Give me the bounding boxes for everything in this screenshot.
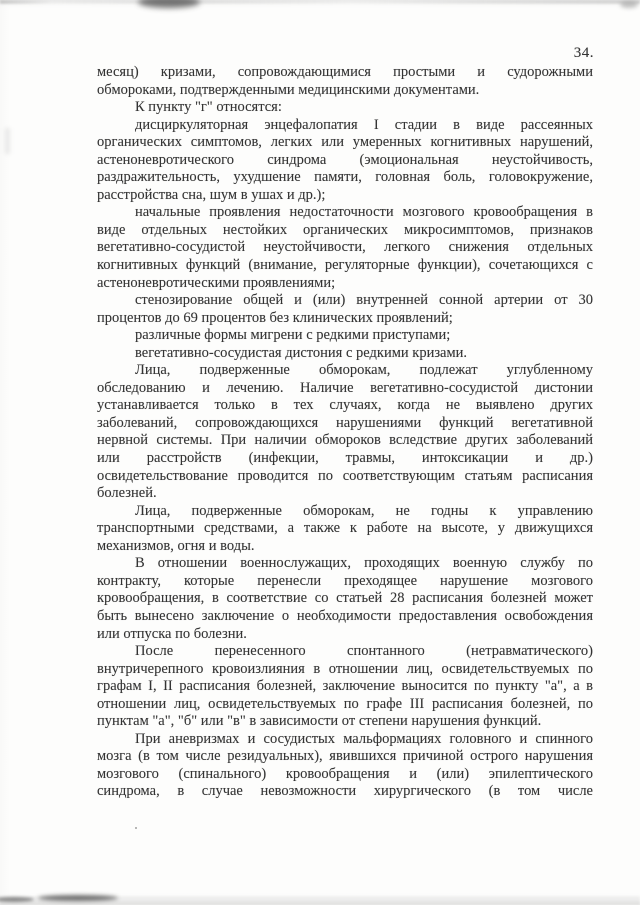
text-line: Лица, подверженные обморокам, не годны к управлению [135,502,593,519]
paragraph [97,117,593,205]
page-number: 34. [573,45,594,61]
text-line: когнитивных функций (внимание, регуляторные функции), сочетающихся с [97,257,593,274]
document-body [97,64,593,801]
text-line: графам I, II расписания болезней, заключение выносится по пункту "а", а в [97,678,593,695]
text-line: органических симптомов, легких или умеренных когнитивных нарушений, [97,134,593,151]
text-line: контракту, которые перенесли преходящее нарушение мозгового [97,572,593,589]
text-line: внутричерепного кровоизлияния в отношении лиц, освидетельствуемых по [97,660,593,677]
scan-artifact-bottom-smudge [38,895,118,901]
text-line: После перенесенного спонтанного (нетравматического) [135,643,593,660]
text-line: транспортными средствами, а также к работе на высоте, у движущихся [97,520,593,537]
scan-artifact-top-right [620,1,638,8]
scan-artifact-top-band [0,0,640,4]
paragraph [97,204,593,292]
text-line: освидетельствование проводится по соответствующим статьям расписания [97,467,593,484]
text-line: мозгового (спинального) кровообращения и (или) эпилептического [97,765,593,782]
text-line: механизмов, огня и воды. [97,537,255,554]
text-line: раздражительность, ухудшение памяти, головная боль, головокружение, [97,169,593,186]
text-line: синдрома, в случае невозможности хирургического (в том числе [97,783,593,800]
text-line: устанавливается только в тех случаях, когда не выявлено других [97,397,593,414]
text-line: мозга (в том числе резидуальных), явившихся причиной острого нарушения [97,748,593,765]
scan-artifact-left-speck [5,128,10,154]
text-line: нервной системы. При наличии обмороков вследствие других заболеваний [97,432,593,449]
text-line: обмороками, подтвержденными медицинскими документами. [97,81,480,98]
text-line: стенозирование общей и (или) внутренней сонной артерии от 30 [135,292,593,309]
paragraph [97,64,593,99]
paragraph [97,292,593,327]
scan-artifact-dot [135,827,137,829]
text-line: обследованию и лечению. Наличие вегетативно-сосудистой дистонии [97,379,593,396]
text-line: отношении лиц, освидетельствуемых по графе III расписания болезней, по [97,695,593,712]
text-line: различные формы мигрени с редкими приступами; [135,327,451,344]
text-line: В отношении военнослужащих, проходящих военную службу по [135,555,593,572]
paragraph [97,327,593,345]
text-line: вегетативно-сосудистой неустойчивости, легкого снижения отдельных [97,239,593,256]
text-line: дисциркуляторная энцефалопатия I стадии в виде рассеянных [135,116,593,133]
text-line: расстройства сна, шум в ушах и др.); [97,186,326,203]
paragraph [97,345,593,363]
paragraph [97,555,593,643]
text-line: быть вынесено заключение о необходимости предоставления освобождения [97,607,593,624]
text-line: или расстройств (инфекции, травмы, интоксикации и др.) [97,450,593,467]
text-line: заболеваний, сопровождающихся нарушениями функций вегетативной [97,414,593,431]
text-line: виде отдельных нестойких органических микросимптомов, признаков [97,221,593,238]
text-line: вегетативно-сосудистая дистония с редкими кризами. [135,344,468,361]
text-line: месяц) кризами, сопровождающимися простыми и судорожными [97,64,593,80]
text-line: болезней. [97,485,157,502]
text-line: астеноневротического синдрома (эмоциональная неустойчивость, [97,151,593,168]
paragraph [97,99,593,117]
paragraph [97,362,593,502]
paragraph [97,643,593,731]
text-line: При аневризмах и сосудистых мальформациях головного и спинного [135,730,593,747]
scan-artifact-top-smudge [138,0,200,8]
text-line: или отпуска по болезни. [97,625,247,642]
paragraph [97,731,593,801]
text-line: астеноневротическими проявлениями; [97,274,336,291]
text-line: кровообращения, в соответствие со статьей 28 расписания болезней может [97,590,593,607]
text-line: начальные проявления недостаточности мозгового кровообращения в [135,204,593,221]
text-line: К пункту "г" относятся: [135,99,282,116]
text-line: пунктам "а", "б" или "в" в зависимости от степени нарушения функций. [97,713,542,730]
paragraph [97,503,593,556]
text-line: процентов до 69 процентов без клинических проявлений; [97,309,453,326]
text-line: Лица, подверженные обморокам, подлежат углубленному [135,362,593,379]
